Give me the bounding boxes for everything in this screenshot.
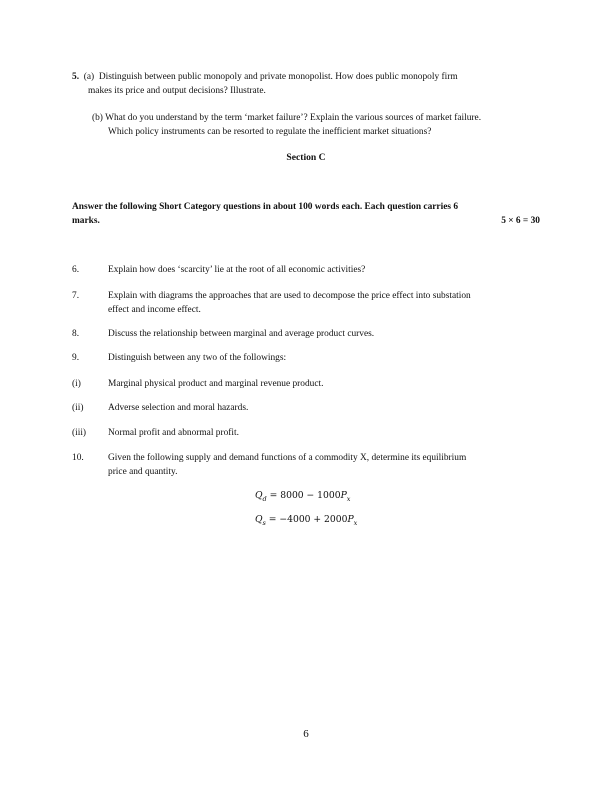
part-label: (a)	[83, 72, 95, 82]
instructions	[72, 200, 540, 228]
item-text: Marginal physical product and marginal revenue product.	[108, 379, 324, 389]
item-text: Normal profit and abnormal profit.	[108, 428, 239, 438]
question-5a-line2: makes its price and output decisions? Illustrate.	[88, 86, 266, 96]
question-5a-line1: Distinguish between public monopoly and private monopolist. How does public monopoly firm	[98, 72, 458, 82]
eq-symbol: P	[347, 514, 354, 525]
eq-subscript: d	[262, 494, 267, 503]
item-text: Given the following supply and demand functions of a commodity X, determine its equilibrium	[108, 453, 467, 463]
question-5b-line2: Which policy instruments can be resorted to regulate the inefficient market situations?	[108, 127, 432, 137]
part-label: (b)	[92, 113, 103, 123]
section-title: Section C	[286, 152, 326, 163]
page-number: 6	[303, 728, 309, 740]
eq-symbol: Q	[255, 490, 263, 501]
item-number: (iii)	[72, 428, 87, 438]
eq-subscript: x	[346, 494, 351, 503]
item-number: 7.	[72, 291, 80, 301]
eq-symbol: Q	[255, 514, 263, 525]
eq-rhs: = −4000 + 2000	[265, 514, 348, 525]
demand-equation	[255, 490, 350, 503]
item-text: Explain how does ‘scarcity’ lie at the root of all economic activities?	[108, 265, 366, 275]
item-number: (i)	[72, 379, 81, 389]
question-5b-line1: What do you understand by the term ‘market failure’? Explain the various sources of market failure.	[105, 113, 482, 123]
item-number: (ii)	[72, 403, 84, 413]
item-number: 10.	[72, 453, 84, 463]
item-text: Explain with diagrams the approaches that are used to decompose the price effect into substation	[108, 291, 471, 301]
item-text-continued: price and quantity.	[108, 467, 178, 477]
eq-subscript: x	[353, 518, 358, 527]
eq-subscript: s	[262, 518, 266, 527]
supply-equation	[255, 514, 357, 527]
eq-rhs: = 8000 − 1000	[266, 490, 341, 501]
item-text: Distinguish between any two of the followings:	[108, 353, 287, 363]
eq-symbol: P	[340, 490, 347, 501]
question-5b	[92, 111, 542, 139]
item-number: 8.	[72, 329, 80, 339]
item-number: 9.	[72, 353, 80, 363]
instructions-line2: marks.	[72, 216, 100, 226]
question-number: 5.	[72, 72, 80, 82]
question-5a	[72, 70, 542, 98]
item-number: 6.	[72, 265, 80, 275]
item-text-continued: effect and income effect.	[108, 305, 201, 315]
instructions-line1: Answer the following Short Category questions in about 100 words each. Each question carries 6	[72, 202, 459, 212]
item-text: Adverse selection and moral hazards.	[108, 403, 249, 413]
item-text: Discuss the relationship between marginal and average product curves.	[108, 329, 375, 339]
marks-total: 5 × 6 = 30	[501, 216, 540, 226]
